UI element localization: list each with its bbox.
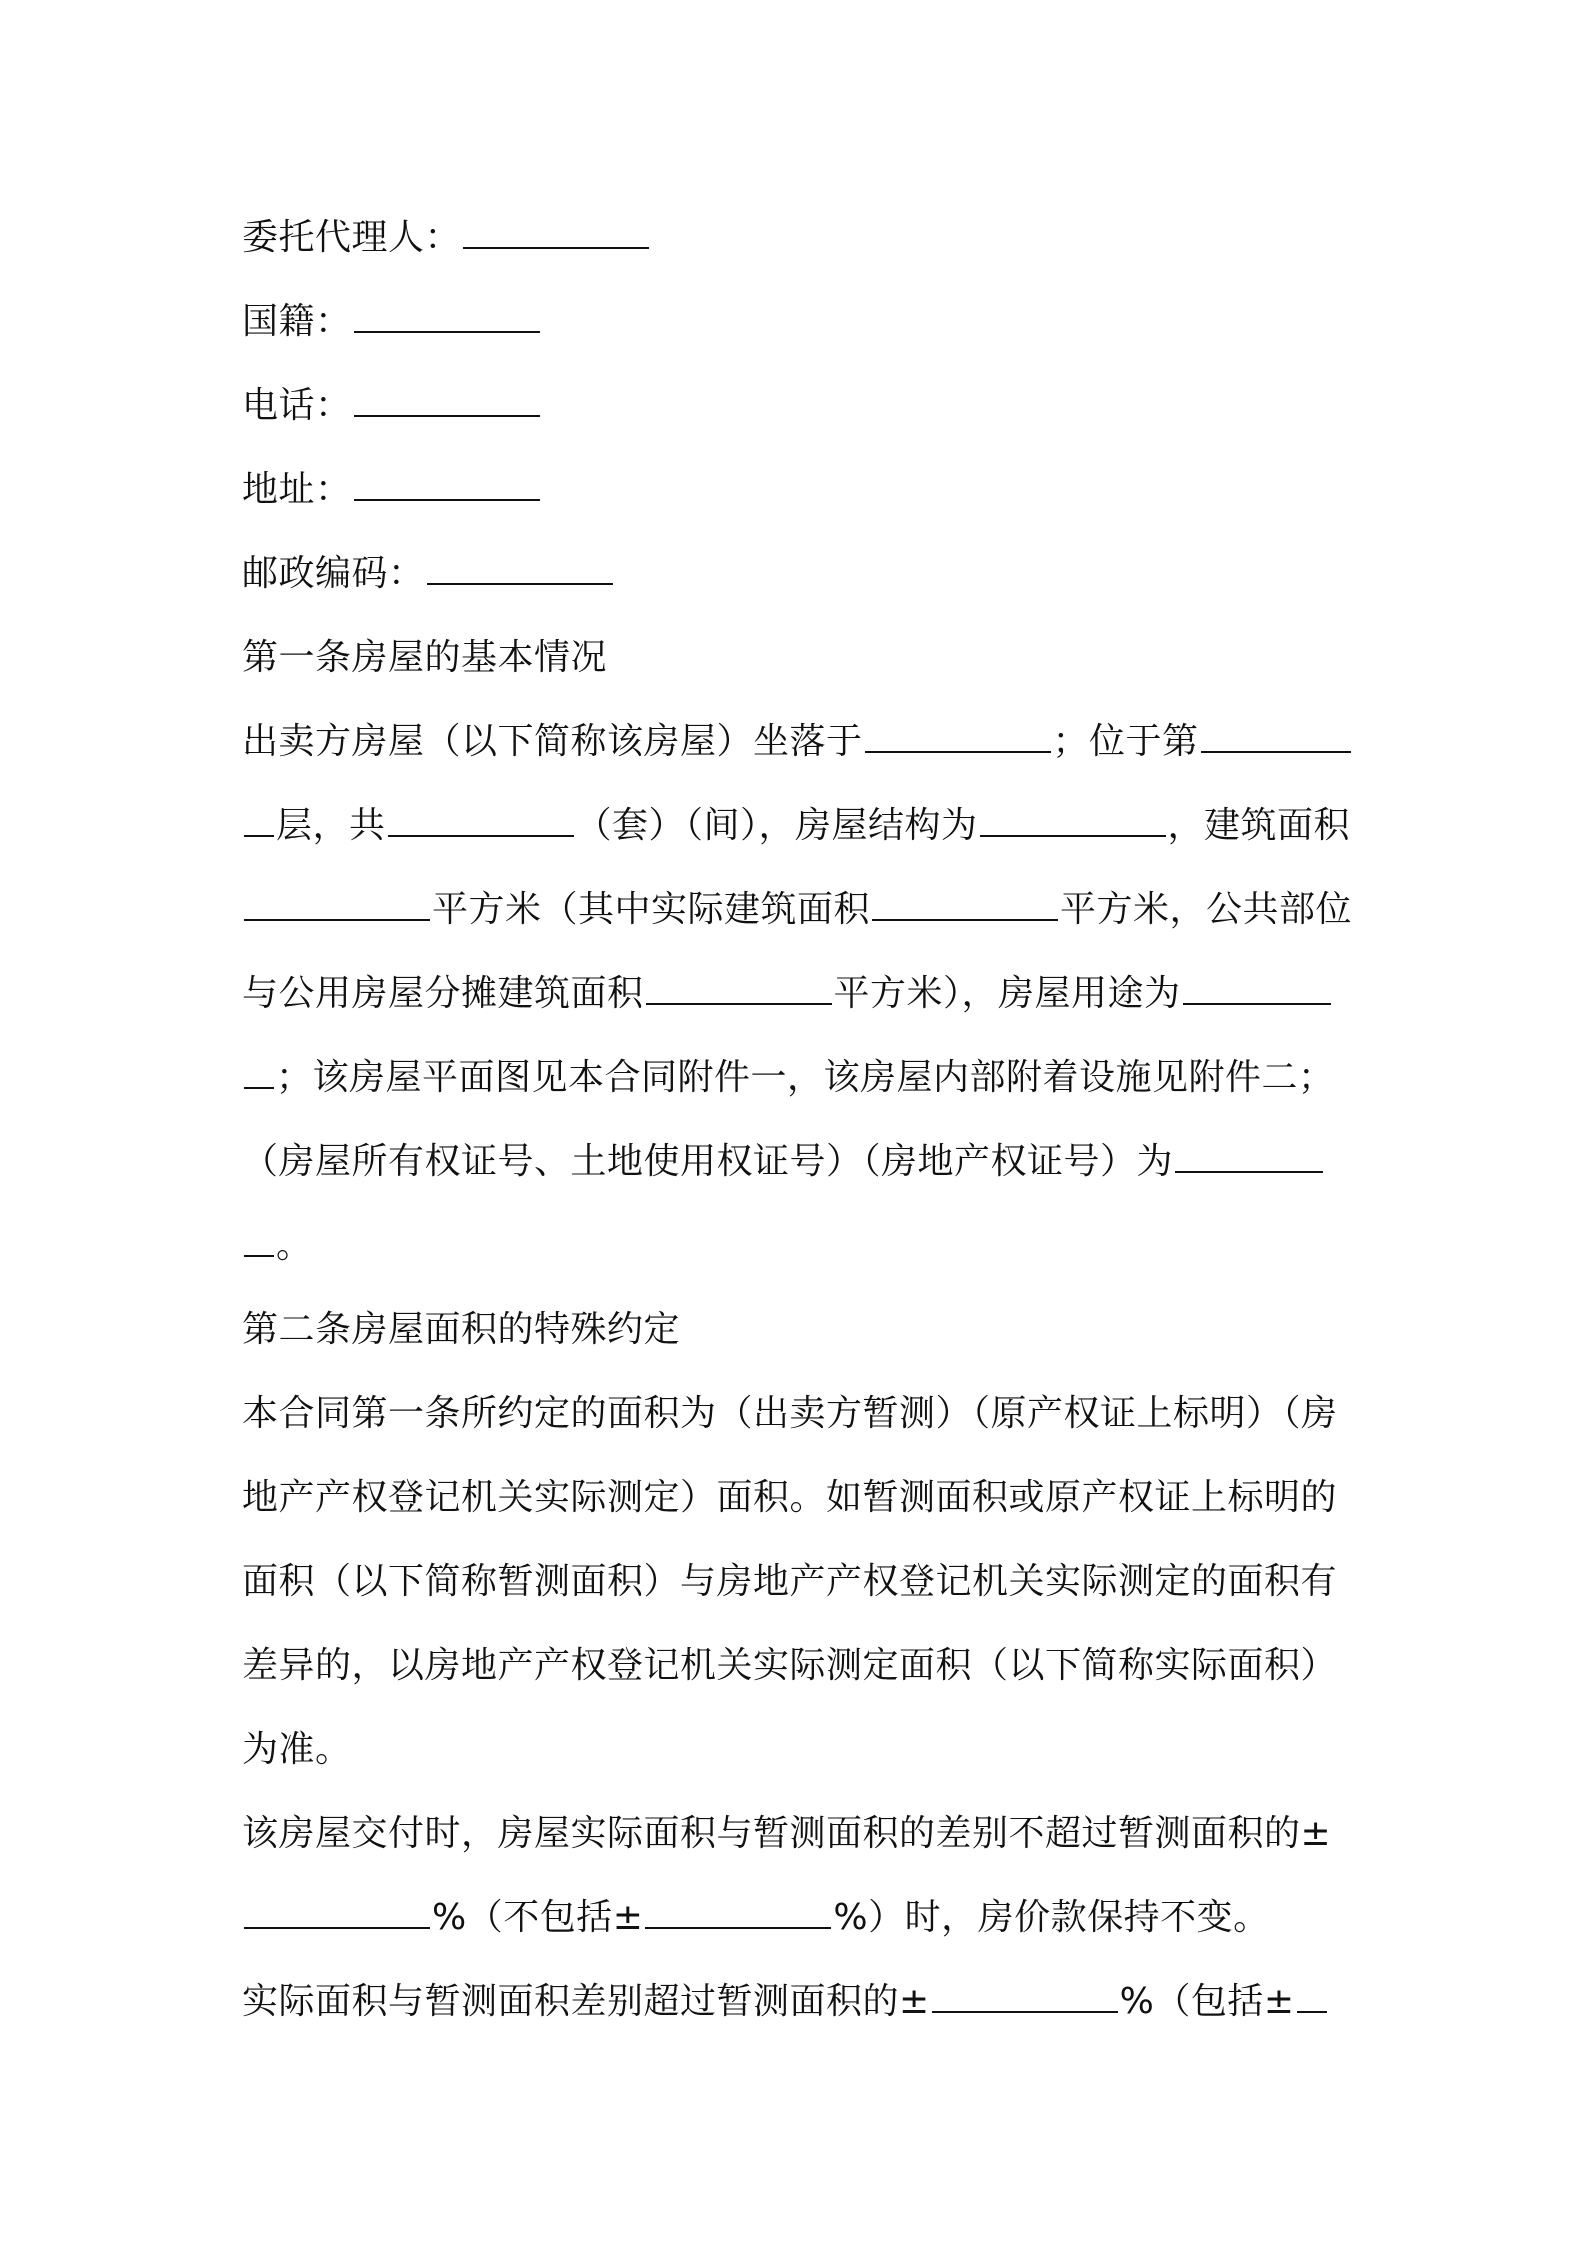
text-segment: 平方米，公共部位 (1060, 889, 1353, 930)
shared-area-blank[interactable] (646, 973, 832, 1005)
text-segment: 层，共 (276, 805, 386, 846)
article1-title: 第一条房屋的基本情况 (242, 637, 608, 678)
article1-line-7 (242, 1204, 1354, 1288)
article2-p3-line-1 (242, 1960, 1354, 2044)
address-label: 地址： (242, 469, 352, 510)
phone-label: 电话： (242, 385, 352, 426)
structure-blank[interactable] (980, 805, 1166, 837)
agent-blank[interactable] (463, 217, 649, 249)
nationality-line (242, 280, 1354, 364)
article2-p2-line-2 (242, 1876, 1354, 1960)
article1-line-6 (242, 1120, 1354, 1204)
agent-line (242, 196, 1354, 280)
text-segment: ，建筑面积 (1167, 805, 1351, 846)
text-segment: %（包括± (1119, 1981, 1295, 2022)
tolerance-exclusive-blank[interactable] (645, 1897, 831, 1929)
location-blank[interactable] (865, 721, 1051, 753)
floor-blank-cont[interactable] (244, 805, 274, 837)
usage-blank-cont[interactable] (244, 1057, 274, 1089)
article1-line-1 (242, 700, 1354, 784)
floor-blank[interactable] (1201, 721, 1351, 753)
article1-line-3 (242, 868, 1354, 952)
excess-blank[interactable] (932, 1981, 1118, 2013)
phone-blank[interactable] (354, 385, 540, 417)
phone-line (242, 364, 1354, 448)
nationality-label: 国籍： (242, 301, 352, 342)
article2-p1-line-1: 本合同第一条所约定的面积为（出卖方暂测）（原产权证上标明）（房 (242, 1393, 1338, 1434)
text-segment: ；该房屋平面图见本合同附件一，该房屋内部附着设施见附件二； (276, 1057, 1335, 1098)
article2-title: 第二条房屋面积的特殊约定 (242, 1309, 681, 1350)
building-area-blank[interactable] (244, 889, 430, 921)
article2-p1-line-3: 面积（以下简称暂测面积）与房地产产权登记机关实际测定的面积有 (242, 1561, 1338, 1602)
article1-line-2 (242, 784, 1354, 868)
text-segment: %（不包括± (432, 1897, 644, 1938)
certificate-blank-cont[interactable] (244, 1225, 274, 1257)
address-line (242, 448, 1354, 532)
contract-page (242, 196, 1354, 2044)
article1-line-4 (242, 952, 1354, 1036)
actual-area-blank[interactable] (872, 889, 1058, 921)
tolerance-blank[interactable] (244, 1897, 430, 1929)
text-segment: 平方米（其中实际建筑面积 (432, 889, 871, 930)
article2-p1-line-5: 为准。 (242, 1729, 352, 1770)
postcode-blank[interactable] (427, 553, 613, 585)
text-segment: （房屋所有权证号、土地使用权证号）（房地产权证号）为 (242, 1141, 1174, 1182)
usage-blank[interactable] (1183, 973, 1331, 1005)
postcode-label: 邮政编码： (242, 553, 425, 594)
article2-p1-line-4: 差异的，以房地产产权登记机关实际测定面积（以下简称实际面积） (242, 1645, 1338, 1686)
nationality-blank[interactable] (354, 301, 540, 333)
text-segment: ；位于第 (1052, 721, 1199, 762)
units-blank[interactable] (388, 805, 574, 837)
article1-line-5 (242, 1036, 1354, 1120)
address-blank[interactable] (354, 469, 540, 501)
text-segment: 实际面积与暂测面积差别超过暂测面积的± (242, 1981, 930, 2022)
excess-inclusive-blank[interactable] (1297, 1981, 1327, 2013)
article2-p2-line-1: 该房屋交付时，房屋实际面积与暂测面积的差别不超过暂测面积的± (242, 1813, 1332, 1854)
text-segment: （套）（间），房屋结构为 (575, 805, 978, 846)
text-segment: 与公用房屋分摊建筑面积 (242, 973, 644, 1014)
certificate-blank[interactable] (1175, 1141, 1323, 1173)
text-segment: 平方米），房屋用途为 (833, 973, 1181, 1014)
agent-label: 委托代理人： (242, 217, 462, 258)
postcode-line (242, 532, 1354, 616)
text-segment: 出卖方房屋（以下简称该房屋）坐落于 (242, 721, 863, 762)
text-segment: 。 (276, 1225, 313, 1266)
article2-p1-line-2: 地产产权登记机关实际测定）面积。如暂测面积或原产权证上标明的 (242, 1477, 1338, 1518)
text-segment: %）时，房价款保持不变。 (833, 1897, 1270, 1938)
